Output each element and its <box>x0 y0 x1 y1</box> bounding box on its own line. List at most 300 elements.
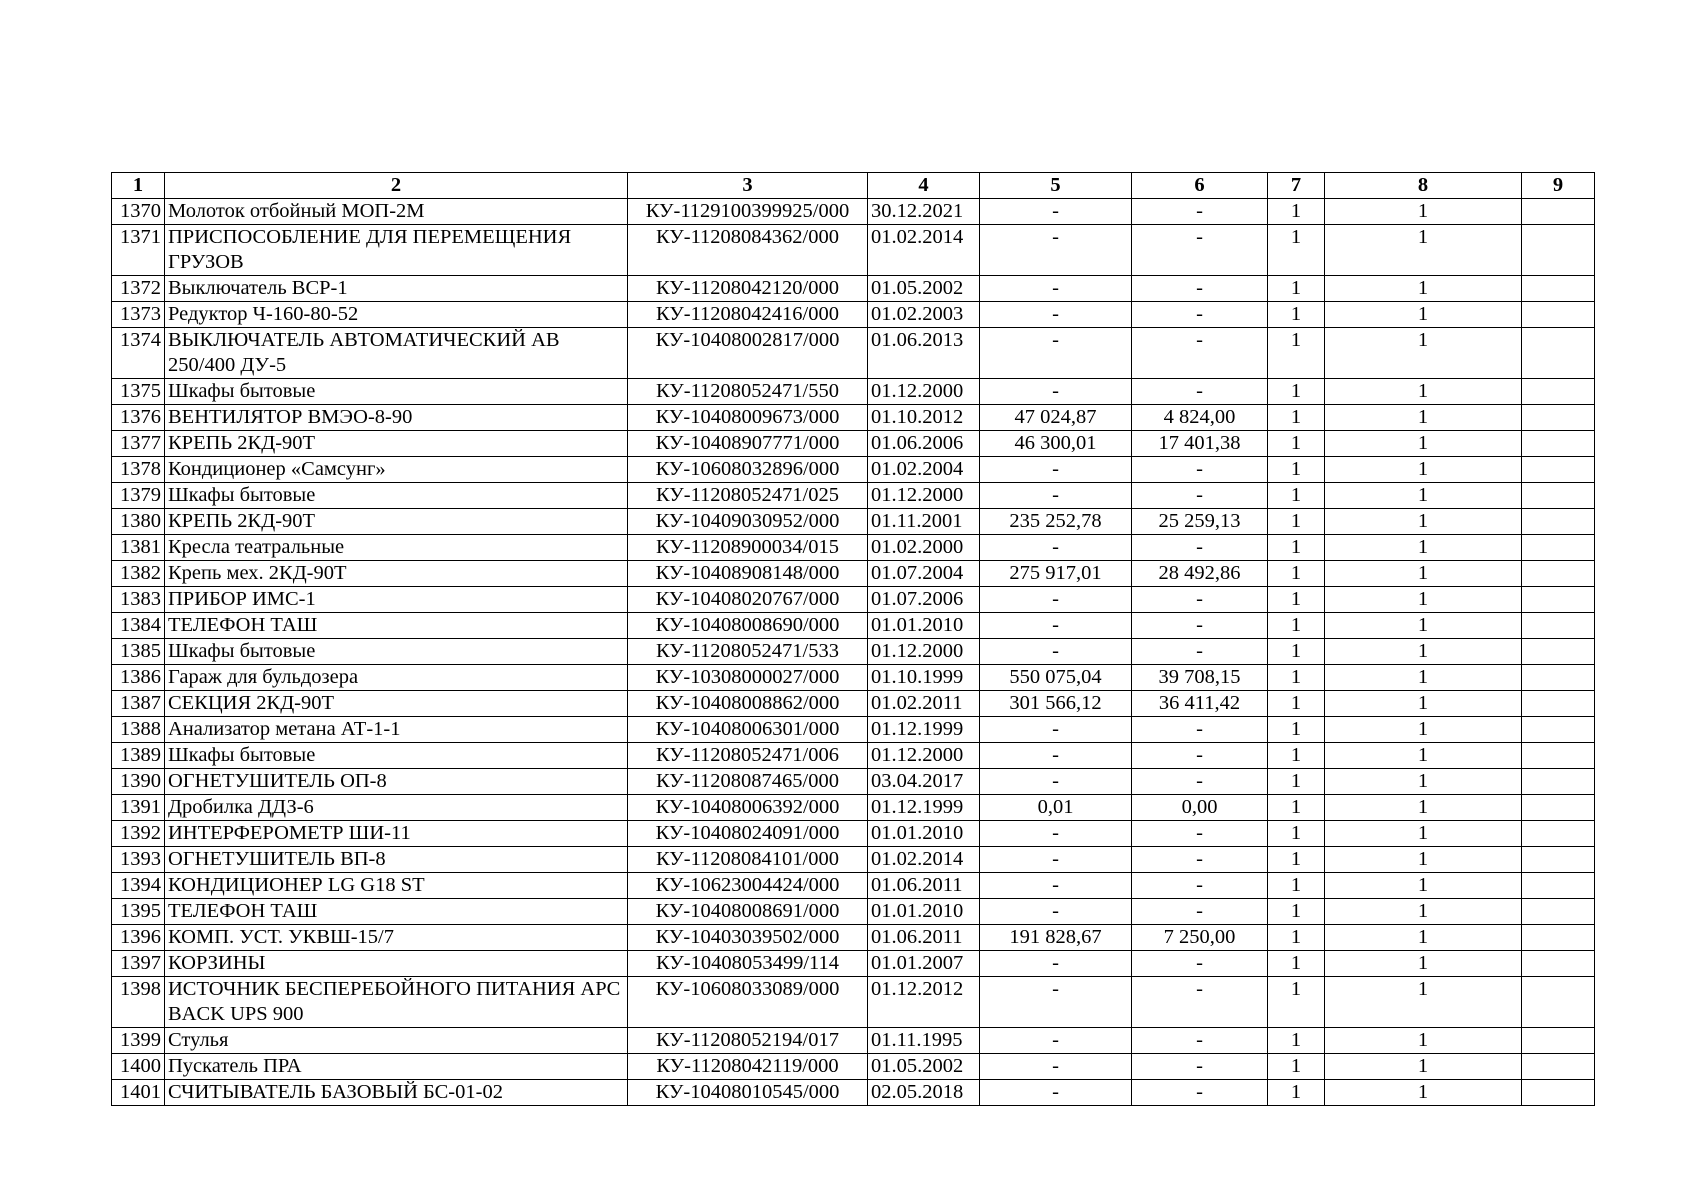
row-number-cell: 1387 <box>112 691 165 717</box>
value-7-cell: 1 <box>1268 276 1325 302</box>
date-cell: 01.12.2012 <box>868 977 980 1028</box>
value-6-cell: - <box>1132 1028 1268 1054</box>
value-6-cell: - <box>1132 951 1268 977</box>
row-number-cell: 1401 <box>112 1080 165 1106</box>
date-cell: 01.01.2007 <box>868 951 980 977</box>
header-col-3: 3 <box>628 173 868 199</box>
table-row <box>112 1080 1595 1106</box>
table-row <box>112 665 1595 691</box>
name-cell: Шкафы бытовые <box>165 743 628 769</box>
table-row <box>112 1028 1595 1054</box>
value-9-cell <box>1522 509 1595 535</box>
table-row <box>112 977 1595 1028</box>
name-cell: КОНДИЦИОНЕР LG G18 ST <box>165 873 628 899</box>
row-number-cell: 1374 <box>112 328 165 379</box>
value-5-cell: - <box>980 457 1132 483</box>
value-7-cell: 1 <box>1268 899 1325 925</box>
value-5-cell: 0,01 <box>980 795 1132 821</box>
date-cell: 01.12.1999 <box>868 717 980 743</box>
value-9-cell <box>1522 1054 1595 1080</box>
name-cell: Шкафы бытовые <box>165 639 628 665</box>
value-8-cell: 1 <box>1325 743 1522 769</box>
date-cell: 01.06.2011 <box>868 873 980 899</box>
inventory-code-cell: КУ-10408020767/000 <box>628 587 868 613</box>
value-9-cell <box>1522 379 1595 405</box>
name-cell: Стулья <box>165 1028 628 1054</box>
value-8-cell: 1 <box>1325 925 1522 951</box>
row-number-cell: 1389 <box>112 743 165 769</box>
value-5-cell: 47 024,87 <box>980 405 1132 431</box>
value-8-cell: 1 <box>1325 457 1522 483</box>
value-9-cell <box>1522 405 1595 431</box>
header-col-4: 4 <box>868 173 980 199</box>
value-5-cell: - <box>980 276 1132 302</box>
name-cell: СЧИТЫВАТЕЛЬ БАЗОВЫЙ БС-01-02 <box>165 1080 628 1106</box>
value-7-cell: 1 <box>1268 613 1325 639</box>
value-5-cell: - <box>980 873 1132 899</box>
value-8-cell: 1 <box>1325 665 1522 691</box>
date-cell: 01.01.2010 <box>868 821 980 847</box>
value-6-cell: - <box>1132 457 1268 483</box>
value-7-cell: 1 <box>1268 847 1325 873</box>
name-cell: Анализатор метана АТ-1-1 <box>165 717 628 743</box>
value-7-cell: 1 <box>1268 1028 1325 1054</box>
inventory-code-cell: КУ-10623004424/000 <box>628 873 868 899</box>
name-cell: Редуктор Ч-160-80-52 <box>165 302 628 328</box>
table-row <box>112 276 1595 302</box>
value-6-cell: - <box>1132 199 1268 225</box>
date-cell: 03.04.2017 <box>868 769 980 795</box>
value-8-cell: 1 <box>1325 587 1522 613</box>
table-row <box>112 199 1595 225</box>
inventory-code-cell: КУ-10308000027/000 <box>628 665 868 691</box>
date-cell: 01.02.2003 <box>868 302 980 328</box>
row-number-cell: 1379 <box>112 483 165 509</box>
inventory-code-cell: КУ-11208084101/000 <box>628 847 868 873</box>
value-6-cell: - <box>1132 225 1268 276</box>
value-7-cell: 1 <box>1268 328 1325 379</box>
value-5-cell: - <box>980 1028 1132 1054</box>
date-cell: 01.06.2013 <box>868 328 980 379</box>
value-8-cell: 1 <box>1325 847 1522 873</box>
inventory-code-cell: КУ-11208052194/017 <box>628 1028 868 1054</box>
date-cell: 30.12.2021 <box>868 199 980 225</box>
table-row <box>112 613 1595 639</box>
value-9-cell <box>1522 639 1595 665</box>
value-5-cell: 235 252,78 <box>980 509 1132 535</box>
value-9-cell <box>1522 483 1595 509</box>
value-7-cell: 1 <box>1268 457 1325 483</box>
value-5-cell: - <box>980 613 1132 639</box>
value-7-cell: 1 <box>1268 977 1325 1028</box>
value-9-cell <box>1522 873 1595 899</box>
value-5-cell: - <box>980 899 1132 925</box>
value-7-cell: 1 <box>1268 509 1325 535</box>
date-cell: 01.02.2011 <box>868 691 980 717</box>
date-cell: 01.10.2012 <box>868 405 980 431</box>
value-9-cell <box>1522 743 1595 769</box>
value-5-cell: - <box>980 535 1132 561</box>
date-cell: 01.05.2002 <box>868 1054 980 1080</box>
table-row <box>112 587 1595 613</box>
value-8-cell: 1 <box>1325 302 1522 328</box>
value-9-cell <box>1522 795 1595 821</box>
inventory-code-cell: КУ-11208087465/000 <box>628 769 868 795</box>
row-number-cell: 1375 <box>112 379 165 405</box>
value-5-cell: - <box>980 847 1132 873</box>
value-5-cell: 550 075,04 <box>980 665 1132 691</box>
date-cell: 01.12.2000 <box>868 743 980 769</box>
value-8-cell: 1 <box>1325 535 1522 561</box>
name-cell: КОМП. УСТ. УКВШ-15/7 <box>165 925 628 951</box>
name-cell: Крепь мех. 2КД-90Т <box>165 561 628 587</box>
table-row <box>112 717 1595 743</box>
inventory-code-cell: КУ-11208052471/533 <box>628 639 868 665</box>
value-8-cell: 1 <box>1325 328 1522 379</box>
table-row <box>112 873 1595 899</box>
row-number-cell: 1385 <box>112 639 165 665</box>
row-number-cell: 1390 <box>112 769 165 795</box>
table-row <box>112 431 1595 457</box>
value-6-cell: - <box>1132 535 1268 561</box>
name-cell: КРЕПЬ 2КД-90Т <box>165 431 628 457</box>
name-cell: Шкафы бытовые <box>165 379 628 405</box>
table-row <box>112 691 1595 717</box>
value-5-cell: - <box>980 717 1132 743</box>
value-8-cell: 1 <box>1325 769 1522 795</box>
value-8-cell: 1 <box>1325 1054 1522 1080</box>
value-7-cell: 1 <box>1268 795 1325 821</box>
value-9-cell <box>1522 665 1595 691</box>
value-7-cell: 1 <box>1268 639 1325 665</box>
value-9-cell <box>1522 977 1595 1028</box>
name-cell: ПРИБОР ИМС-1 <box>165 587 628 613</box>
header-col-9: 9 <box>1522 173 1595 199</box>
table-row <box>112 847 1595 873</box>
value-8-cell: 1 <box>1325 977 1522 1028</box>
name-cell: Пускатель ПРА <box>165 1054 628 1080</box>
name-cell: ТЕЛЕФОН ТАШ <box>165 613 628 639</box>
row-number-cell: 1396 <box>112 925 165 951</box>
table-row <box>112 483 1595 509</box>
value-7-cell: 1 <box>1268 1054 1325 1080</box>
table-row <box>112 302 1595 328</box>
value-9-cell <box>1522 847 1595 873</box>
date-cell: 01.01.2010 <box>868 899 980 925</box>
date-cell: 01.11.1995 <box>868 1028 980 1054</box>
row-number-cell: 1372 <box>112 276 165 302</box>
inventory-code-cell: КУ-11208052471/006 <box>628 743 868 769</box>
name-cell: ОГНЕТУШИТЕЛЬ ВП-8 <box>165 847 628 873</box>
value-9-cell <box>1522 613 1595 639</box>
inventory-code-cell: КУ-11208052471/550 <box>628 379 868 405</box>
date-cell: 01.02.2000 <box>868 535 980 561</box>
value-5-cell: - <box>980 328 1132 379</box>
row-number-cell: 1386 <box>112 665 165 691</box>
value-8-cell: 1 <box>1325 795 1522 821</box>
name-cell: ИСТОЧНИК БЕСПЕРЕБОЙНОГО ПИТАНИЯ APC BACK UPS 900 <box>165 977 628 1028</box>
value-8-cell: 1 <box>1325 899 1522 925</box>
value-9-cell <box>1522 431 1595 457</box>
table-row <box>112 951 1595 977</box>
row-number-cell: 1398 <box>112 977 165 1028</box>
value-9-cell <box>1522 821 1595 847</box>
table-row <box>112 925 1595 951</box>
value-5-cell: 275 917,01 <box>980 561 1132 587</box>
inventory-code-cell: КУ-11208084362/000 <box>628 225 868 276</box>
row-number-cell: 1373 <box>112 302 165 328</box>
date-cell: 01.12.2000 <box>868 379 980 405</box>
value-5-cell: - <box>980 639 1132 665</box>
table-row <box>112 535 1595 561</box>
table-row <box>112 769 1595 795</box>
row-number-cell: 1399 <box>112 1028 165 1054</box>
value-9-cell <box>1522 328 1595 379</box>
table-row <box>112 225 1595 276</box>
value-6-cell: - <box>1132 847 1268 873</box>
value-5-cell: - <box>980 951 1132 977</box>
header-col-1: 1 <box>112 173 165 199</box>
value-9-cell <box>1522 199 1595 225</box>
value-8-cell: 1 <box>1325 717 1522 743</box>
value-5-cell: - <box>980 379 1132 405</box>
value-6-cell: - <box>1132 769 1268 795</box>
row-number-cell: 1382 <box>112 561 165 587</box>
name-cell: ИНТЕРФЕРОМЕТР ШИ-11 <box>165 821 628 847</box>
inventory-code-cell: КУ-10408053499/114 <box>628 951 868 977</box>
value-5-cell: - <box>980 587 1132 613</box>
value-7-cell: 1 <box>1268 225 1325 276</box>
inventory-code-cell: КУ-11208042120/000 <box>628 276 868 302</box>
value-6-cell: - <box>1132 1080 1268 1106</box>
value-5-cell: 191 828,67 <box>980 925 1132 951</box>
value-6-cell: - <box>1132 639 1268 665</box>
value-9-cell <box>1522 302 1595 328</box>
value-7-cell: 1 <box>1268 873 1325 899</box>
table-row <box>112 743 1595 769</box>
value-6-cell: - <box>1132 1054 1268 1080</box>
table-header <box>112 173 1595 199</box>
value-5-cell: - <box>980 302 1132 328</box>
row-number-cell: 1370 <box>112 199 165 225</box>
row-number-cell: 1397 <box>112 951 165 977</box>
table-row <box>112 1054 1595 1080</box>
value-8-cell: 1 <box>1325 431 1522 457</box>
date-cell: 01.07.2004 <box>868 561 980 587</box>
value-8-cell: 1 <box>1325 379 1522 405</box>
value-8-cell: 1 <box>1325 225 1522 276</box>
value-9-cell <box>1522 587 1595 613</box>
value-5-cell: - <box>980 483 1132 509</box>
value-7-cell: 1 <box>1268 691 1325 717</box>
inventory-code-cell: КУ-10408008691/000 <box>628 899 868 925</box>
value-8-cell: 1 <box>1325 405 1522 431</box>
table-body <box>112 199 1595 1106</box>
value-7-cell: 1 <box>1268 951 1325 977</box>
row-number-cell: 1377 <box>112 431 165 457</box>
value-7-cell: 1 <box>1268 199 1325 225</box>
table-row <box>112 509 1595 535</box>
date-cell: 01.12.2000 <box>868 483 980 509</box>
name-cell: ПРИСПОСОБЛЕНИЕ ДЛЯ ПЕРЕМЕЩЕНИЯ ГРУЗОВ <box>165 225 628 276</box>
value-5-cell: 46 300,01 <box>980 431 1132 457</box>
value-6-cell: - <box>1132 873 1268 899</box>
value-8-cell: 1 <box>1325 691 1522 717</box>
value-7-cell: 1 <box>1268 379 1325 405</box>
header-col-7: 7 <box>1268 173 1325 199</box>
name-cell: Дробилка ДДЗ-6 <box>165 795 628 821</box>
value-6-cell: 17 401,38 <box>1132 431 1268 457</box>
value-8-cell: 1 <box>1325 639 1522 665</box>
value-6-cell: - <box>1132 717 1268 743</box>
value-6-cell: - <box>1132 483 1268 509</box>
name-cell: Кондиционер «Самсунг» <box>165 457 628 483</box>
name-cell: ВЫКЛЮЧАТЕЛЬ АВТОМАТИЧЕСКИЙ АВ 250/400 ДУ-5 <box>165 328 628 379</box>
value-5-cell: - <box>980 821 1132 847</box>
value-5-cell: - <box>980 977 1132 1028</box>
inventory-code-cell: КУ-10408008690/000 <box>628 613 868 639</box>
inventory-code-cell: КУ-10408010545/000 <box>628 1080 868 1106</box>
value-9-cell <box>1522 691 1595 717</box>
value-7-cell: 1 <box>1268 743 1325 769</box>
value-8-cell: 1 <box>1325 1028 1522 1054</box>
date-cell: 01.12.1999 <box>868 795 980 821</box>
row-number-cell: 1400 <box>112 1054 165 1080</box>
name-cell: ОГНЕТУШИТЕЛЬ ОП-8 <box>165 769 628 795</box>
inventory-code-cell: КУ-10608033089/000 <box>628 977 868 1028</box>
inventory-code-cell: КУ-10408002817/000 <box>628 328 868 379</box>
table-row <box>112 561 1595 587</box>
table-row <box>112 328 1595 379</box>
value-9-cell <box>1522 1028 1595 1054</box>
inventory-code-cell: КУ-11208900034/015 <box>628 535 868 561</box>
inventory-code-cell: КУ-11208052471/025 <box>628 483 868 509</box>
date-cell: 01.11.2001 <box>868 509 980 535</box>
value-9-cell <box>1522 1080 1595 1106</box>
row-number-cell: 1383 <box>112 587 165 613</box>
date-cell: 01.07.2006 <box>868 587 980 613</box>
inventory-code-cell: КУ-11208042416/000 <box>628 302 868 328</box>
value-7-cell: 1 <box>1268 431 1325 457</box>
header-col-8: 8 <box>1325 173 1522 199</box>
name-cell: Выключатель ВСР-1 <box>165 276 628 302</box>
header-col-2: 2 <box>165 173 628 199</box>
value-6-cell: - <box>1132 328 1268 379</box>
value-7-cell: 1 <box>1268 302 1325 328</box>
row-number-cell: 1384 <box>112 613 165 639</box>
value-7-cell: 1 <box>1268 1080 1325 1106</box>
value-6-cell: 25 259,13 <box>1132 509 1268 535</box>
value-8-cell: 1 <box>1325 1080 1522 1106</box>
value-9-cell <box>1522 535 1595 561</box>
date-cell: 02.05.2018 <box>868 1080 980 1106</box>
date-cell: 01.06.2006 <box>868 431 980 457</box>
value-8-cell: 1 <box>1325 873 1522 899</box>
date-cell: 01.05.2002 <box>868 276 980 302</box>
value-9-cell <box>1522 717 1595 743</box>
value-9-cell <box>1522 225 1595 276</box>
value-9-cell <box>1522 769 1595 795</box>
name-cell: ВЕНТИЛЯТОР ВМЭО-8-90 <box>165 405 628 431</box>
value-5-cell: - <box>980 1080 1132 1106</box>
value-8-cell: 1 <box>1325 483 1522 509</box>
inventory-code-cell: КУ-10408908148/000 <box>628 561 868 587</box>
row-number-cell: 1380 <box>112 509 165 535</box>
value-5-cell: - <box>980 769 1132 795</box>
row-number-cell: 1388 <box>112 717 165 743</box>
value-6-cell: - <box>1132 276 1268 302</box>
value-7-cell: 1 <box>1268 925 1325 951</box>
value-6-cell: - <box>1132 587 1268 613</box>
row-number-cell: 1393 <box>112 847 165 873</box>
value-7-cell: 1 <box>1268 535 1325 561</box>
value-7-cell: 1 <box>1268 561 1325 587</box>
value-7-cell: 1 <box>1268 405 1325 431</box>
value-9-cell <box>1522 457 1595 483</box>
value-7-cell: 1 <box>1268 717 1325 743</box>
name-cell: СЕКЦИЯ 2КД-90Т <box>165 691 628 717</box>
table-row <box>112 639 1595 665</box>
name-cell: Шкафы бытовые <box>165 483 628 509</box>
name-cell: Кресла театральные <box>165 535 628 561</box>
header-col-5: 5 <box>980 173 1132 199</box>
date-cell: 01.10.1999 <box>868 665 980 691</box>
inventory-code-cell: КУ-10608032896/000 <box>628 457 868 483</box>
date-cell: 01.02.2014 <box>868 225 980 276</box>
inventory-code-cell: КУ-10408006392/000 <box>628 795 868 821</box>
row-number-cell: 1395 <box>112 899 165 925</box>
table-row <box>112 821 1595 847</box>
value-9-cell <box>1522 561 1595 587</box>
value-5-cell: - <box>980 743 1132 769</box>
name-cell: КОРЗИНЫ <box>165 951 628 977</box>
value-6-cell: - <box>1132 977 1268 1028</box>
inventory-code-cell: КУ-10403039502/000 <box>628 925 868 951</box>
date-cell: 01.01.2010 <box>868 613 980 639</box>
value-8-cell: 1 <box>1325 509 1522 535</box>
table-row <box>112 405 1595 431</box>
value-5-cell: - <box>980 1054 1132 1080</box>
name-cell: Гараж для бульдозера <box>165 665 628 691</box>
value-6-cell: 0,00 <box>1132 795 1268 821</box>
value-6-cell: - <box>1132 302 1268 328</box>
value-8-cell: 1 <box>1325 821 1522 847</box>
row-number-cell: 1381 <box>112 535 165 561</box>
value-7-cell: 1 <box>1268 587 1325 613</box>
value-8-cell: 1 <box>1325 613 1522 639</box>
date-cell: 01.06.2011 <box>868 925 980 951</box>
row-number-cell: 1376 <box>112 405 165 431</box>
value-9-cell <box>1522 951 1595 977</box>
inventory-code-cell: КУ-10408009673/000 <box>628 405 868 431</box>
value-9-cell <box>1522 925 1595 951</box>
header-col-6: 6 <box>1132 173 1268 199</box>
row-number-cell: 1391 <box>112 795 165 821</box>
value-9-cell <box>1522 899 1595 925</box>
value-7-cell: 1 <box>1268 821 1325 847</box>
value-5-cell: 301 566,12 <box>980 691 1132 717</box>
table-row <box>112 379 1595 405</box>
value-6-cell: - <box>1132 821 1268 847</box>
value-8-cell: 1 <box>1325 561 1522 587</box>
value-6-cell: - <box>1132 379 1268 405</box>
value-6-cell: - <box>1132 899 1268 925</box>
inventory-code-cell: КУ-10408006301/000 <box>628 717 868 743</box>
name-cell: Молоток отбойный МОП-2М <box>165 199 628 225</box>
date-cell: 01.12.2000 <box>868 639 980 665</box>
value-9-cell <box>1522 276 1595 302</box>
asset-table <box>111 172 1595 1106</box>
